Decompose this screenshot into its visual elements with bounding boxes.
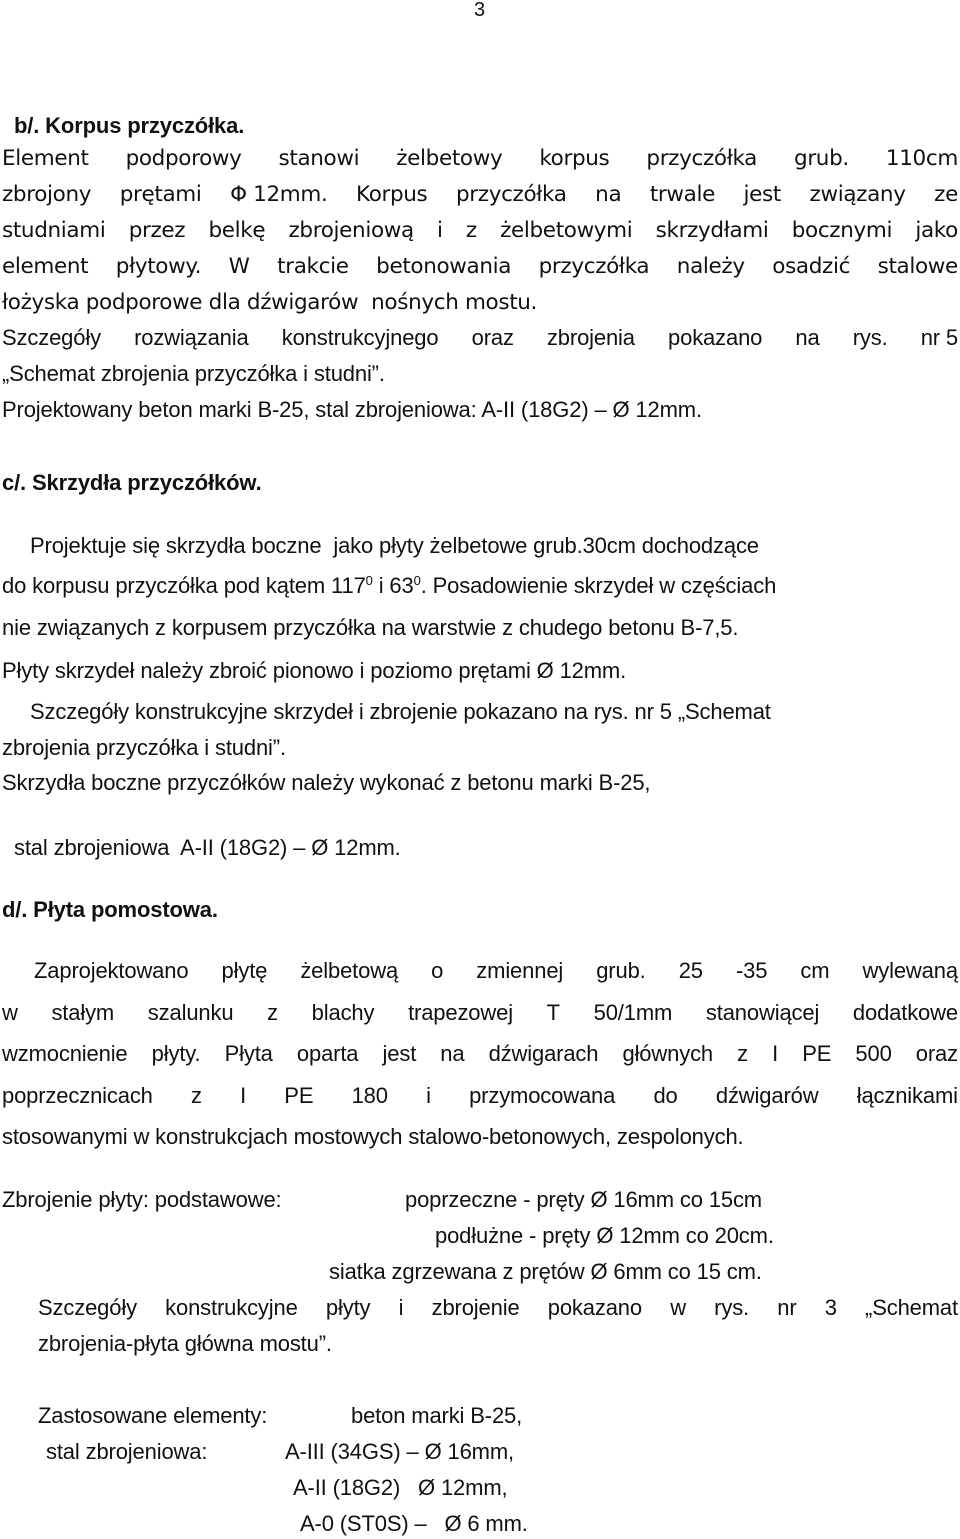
word: do [653, 1083, 678, 1108]
section-b-reference-title: „Schemat zbrojenia przyczółka i studni”. [2, 361, 385, 386]
word: grub. [794, 146, 849, 171]
word: zmiennej [476, 958, 564, 983]
word: jako [915, 218, 958, 243]
word: trwale [649, 182, 715, 207]
word: zbrojeniową [288, 218, 414, 243]
word: z [191, 1083, 202, 1108]
word: podporowy [125, 146, 242, 171]
word: żelbetową [300, 958, 399, 983]
word: 500 [855, 1041, 892, 1066]
word: dźwigarach [488, 1041, 599, 1066]
section-b-paragraph-line [2, 256, 958, 278]
section-c-heading: c/. Skrzydła przyczółków. [2, 470, 262, 495]
word: jest [382, 1041, 417, 1066]
word: rys. [714, 1295, 750, 1320]
word: prętami [119, 182, 202, 207]
word: płyty [325, 1295, 371, 1320]
word: na [595, 182, 622, 207]
word: łącznikami [856, 1083, 958, 1108]
section-c-line: Szczegóły konstrukcyjne skrzydeł i zbrojenie pokazano na rys. nr 5 „Schemat [30, 699, 771, 724]
word: studniami [2, 218, 106, 243]
section-c-materials: stal zbrojeniowa A-II (18G2) – Ø 12mm. [14, 835, 401, 860]
section-b-heading: b/. Korpus przyczółka. [14, 113, 245, 138]
section-b-paragraph-line: łożyska podporowe dla dźwigarów nośnych mostu. [2, 290, 538, 315]
word: blachy [311, 1000, 375, 1025]
steel-grade-3: A-0 (ST0S) – Ø 6 mm. [300, 1511, 528, 1536]
word: na [440, 1041, 465, 1066]
section-d-details-line: zbrojenia-płyta główna mostu”. [38, 1331, 332, 1356]
word: płyty. [151, 1041, 201, 1066]
word: stałym [51, 1000, 115, 1025]
word: stanowiącej [705, 1000, 820, 1025]
word: przyczółka [646, 146, 758, 171]
word: z [465, 218, 477, 243]
word: na [795, 325, 820, 350]
section-d-paragraph-line [2, 1085, 958, 1107]
word: Szczegóły [2, 325, 101, 350]
word: 180 [351, 1083, 388, 1108]
word: -35 [735, 958, 768, 983]
page-number: 3 [474, 0, 485, 21]
word: konstrukcyjnego [281, 325, 439, 350]
word: i [437, 218, 443, 243]
word: Korpus [356, 182, 428, 207]
word: głównych [622, 1041, 714, 1066]
materials-label: Zastosowane elementy: [38, 1403, 268, 1428]
word: zbrojony [2, 182, 92, 207]
word: płytowy. [115, 254, 202, 279]
word: stanowi [278, 146, 360, 171]
word: z [267, 1000, 278, 1025]
word: ze [934, 182, 958, 207]
word: W [228, 254, 250, 279]
section-c-line: nie związanych z korpusem przyczółka na warstwie z chudego betonu B-7,5. [2, 615, 739, 640]
materials-concrete: beton marki B-25, [351, 1403, 523, 1428]
word: szalunku [147, 1000, 234, 1025]
word: płytę [221, 958, 268, 983]
word: oparta [296, 1041, 359, 1066]
section-b-materials: Projektowany beton marki B-25, stal zbrojeniowa: A-II (18G2) – Ø 12mm. [2, 397, 702, 422]
steel-grade-1: A-III (34GS) – Ø 16mm, [285, 1439, 514, 1464]
word: wzmocnienie [2, 1041, 128, 1066]
word: trapezowej [408, 1000, 513, 1025]
word: element [2, 254, 89, 279]
word: Zaprojektowano [34, 958, 189, 983]
section-b-paragraph-line [2, 148, 958, 170]
word: rys. [852, 325, 888, 350]
word: pokazano [547, 1295, 642, 1320]
word: przymocowana [469, 1083, 616, 1108]
word: belkę [208, 218, 266, 243]
word: skrzydłami [655, 218, 769, 243]
section-d-paragraph-line [2, 1002, 958, 1024]
word: stalowe [877, 254, 958, 279]
word: w [2, 1000, 18, 1025]
steel-label: stal zbrojeniowa: [46, 1439, 208, 1464]
word: należy [676, 254, 745, 279]
reinforcement-transverse: poprzeczne - pręty Ø 16mm co 15cm [405, 1187, 762, 1212]
word: Szczegóły [38, 1295, 137, 1320]
word: nr 5 [920, 325, 958, 350]
word: osadzić [772, 254, 851, 279]
word: rozwiązania [134, 325, 249, 350]
reinforcement-label: Zbrojenie płyty: podstawowe: [2, 1187, 282, 1212]
word: dodatkowe [852, 1000, 958, 1025]
word: „Schemat [865, 1295, 958, 1320]
word: I [772, 1041, 779, 1066]
word: wylewaną [862, 958, 958, 983]
word: PE [284, 1083, 314, 1108]
word: PE [802, 1041, 832, 1066]
word: Płyta [224, 1041, 273, 1066]
word: cm [800, 958, 830, 983]
word: i [398, 1295, 404, 1320]
word: związany [809, 182, 906, 207]
word: z [737, 1041, 748, 1066]
word: w [670, 1295, 686, 1320]
word: żelbetowy [396, 146, 503, 171]
word: 3 [824, 1295, 837, 1320]
reinforcement-longitudinal: podłużne - pręty Ø 12mm co 20cm. [435, 1223, 774, 1248]
word: zbrojenia [546, 325, 635, 350]
word: nr [777, 1295, 797, 1320]
word: pokazano [668, 325, 763, 350]
word: T [546, 1000, 560, 1025]
word: żelbetowymi [500, 218, 633, 243]
word: jest [743, 182, 781, 207]
reinforcement-mesh: siatka zgrzewana z prętów Ø 6mm co 15 cm. [329, 1259, 762, 1284]
section-c-line: zbrojenia przyczółka i studni”. [2, 735, 286, 760]
word: Element [2, 146, 89, 171]
word: poprzecznicach [2, 1083, 153, 1108]
steel-grade-2: A-II (18G2) Ø 12mm, [293, 1475, 508, 1500]
section-d-paragraph-line [2, 1043, 958, 1065]
word: 50/1mm [593, 1000, 673, 1025]
section-b-paragraph-line [2, 184, 958, 206]
word: trakcie [277, 254, 349, 279]
word: bocznymi [791, 218, 893, 243]
section-d-details-line [38, 1297, 958, 1319]
word: betonowania [376, 254, 512, 279]
word: przyczółka [538, 254, 650, 279]
word: dźwigarów [715, 1083, 819, 1108]
section-c-line-angles: do korpusu przyczółka pod kątem $117^0$ i $63^0$. Posadowienie skrzydeł w częściach [2, 573, 777, 598]
section-d-paragraph-line [34, 960, 958, 982]
section-c-line: Projektuje się skrzydła boczne jako płyty żelbetowe grub.30cm dochodzące [30, 533, 759, 558]
word: zbrojenie [431, 1295, 520, 1320]
word: Φ 12mm. [230, 182, 328, 207]
word: i [426, 1083, 431, 1108]
word: 25 [678, 958, 703, 983]
word: I [240, 1083, 247, 1108]
word: oraz [915, 1041, 958, 1066]
word: przez [128, 218, 186, 243]
word: 110cm [885, 146, 958, 171]
section-c-line: Płyty skrzydeł należy zbroić pionowo i poziomo prętami Ø 12mm. [2, 658, 627, 683]
section-c-line: Skrzydła boczne przyczółków należy wykonać z betonu marki B-25, [2, 770, 651, 795]
section-b-reference-line [2, 327, 958, 349]
word: grub. [596, 958, 646, 983]
word: o [431, 958, 444, 983]
word: oraz [471, 325, 514, 350]
word: konstrukcyjne [165, 1295, 298, 1320]
word: przyczółka [455, 182, 567, 207]
section-d-paragraph-line: stosowanymi w konstrukcjach mostowych stalowo-betonowych, zespolonych. [2, 1124, 744, 1149]
section-b-paragraph-line [2, 220, 958, 242]
section-d-heading: d/. Płyta pomostowa. [2, 897, 218, 922]
word: korpus [539, 146, 610, 171]
